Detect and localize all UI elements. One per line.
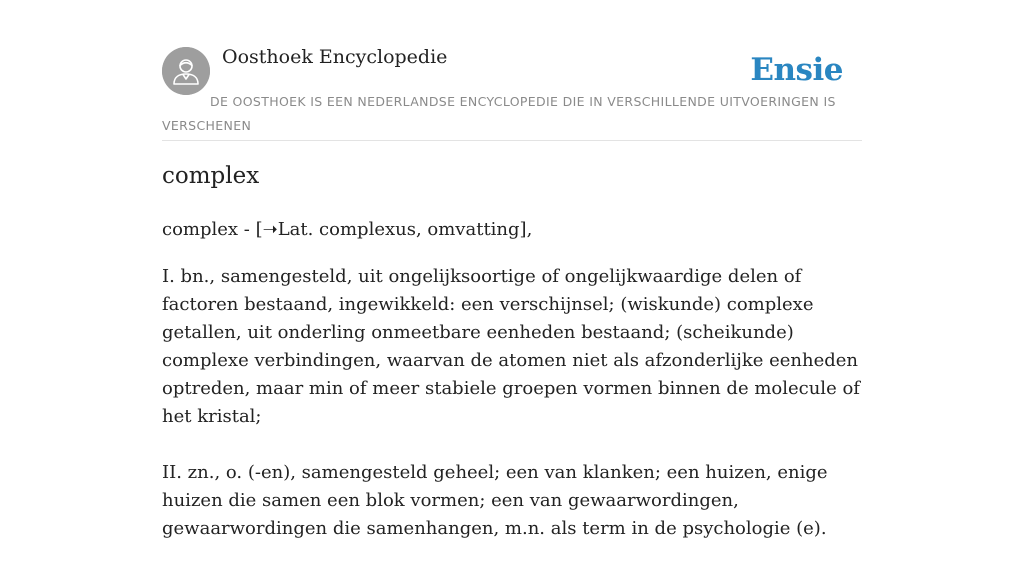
source-tagline: DE OOSTHOEK IS EEN NEDERLANDSE ENCYCLOPEDIE DIE IN VERSCHILLENDE UITVOERINGEN IS VERSCHENEN [162, 94, 836, 133]
entry-title: complex [162, 163, 260, 189]
entry-paragraph-1: I. bn., samengesteld, uit ongelijksoortige of ongelijkwaardige delen of factoren bestaand, ingewikkeld: een verschijnsel; (wiskunde) complexe getallen, uit onderling onmeetbare eenheden bestaand; (scheikunde) complexe verbindingen, waarvan de atomen niet als afzonderlijke eenheden optreden, maar min of meer stabiele groepen vormen binnen de molecule of het kristal; [162, 266, 860, 427]
page [162, 0, 862, 539]
source-name-link[interactable]: Oosthoek Encyclopedie [222, 46, 448, 68]
entry-paragraph-2: II. zn., o. (-en), samengesteld geheel; een van klanken; een huizen, enige huizen die samen een blok vormen; een van gewaarwordingen, gewaarwordingen die samenhangen, m.n. als term in de psychologie (e). [162, 462, 828, 539]
user-avatar-icon[interactable] [162, 47, 210, 95]
ensie-logo[interactable]: Ensie [750, 52, 843, 88]
source-header [162, 0, 862, 141]
entry-headline: complex - [➝Lat. complexus, omvatting], [162, 219, 533, 240]
entry-body [162, 263, 862, 571]
